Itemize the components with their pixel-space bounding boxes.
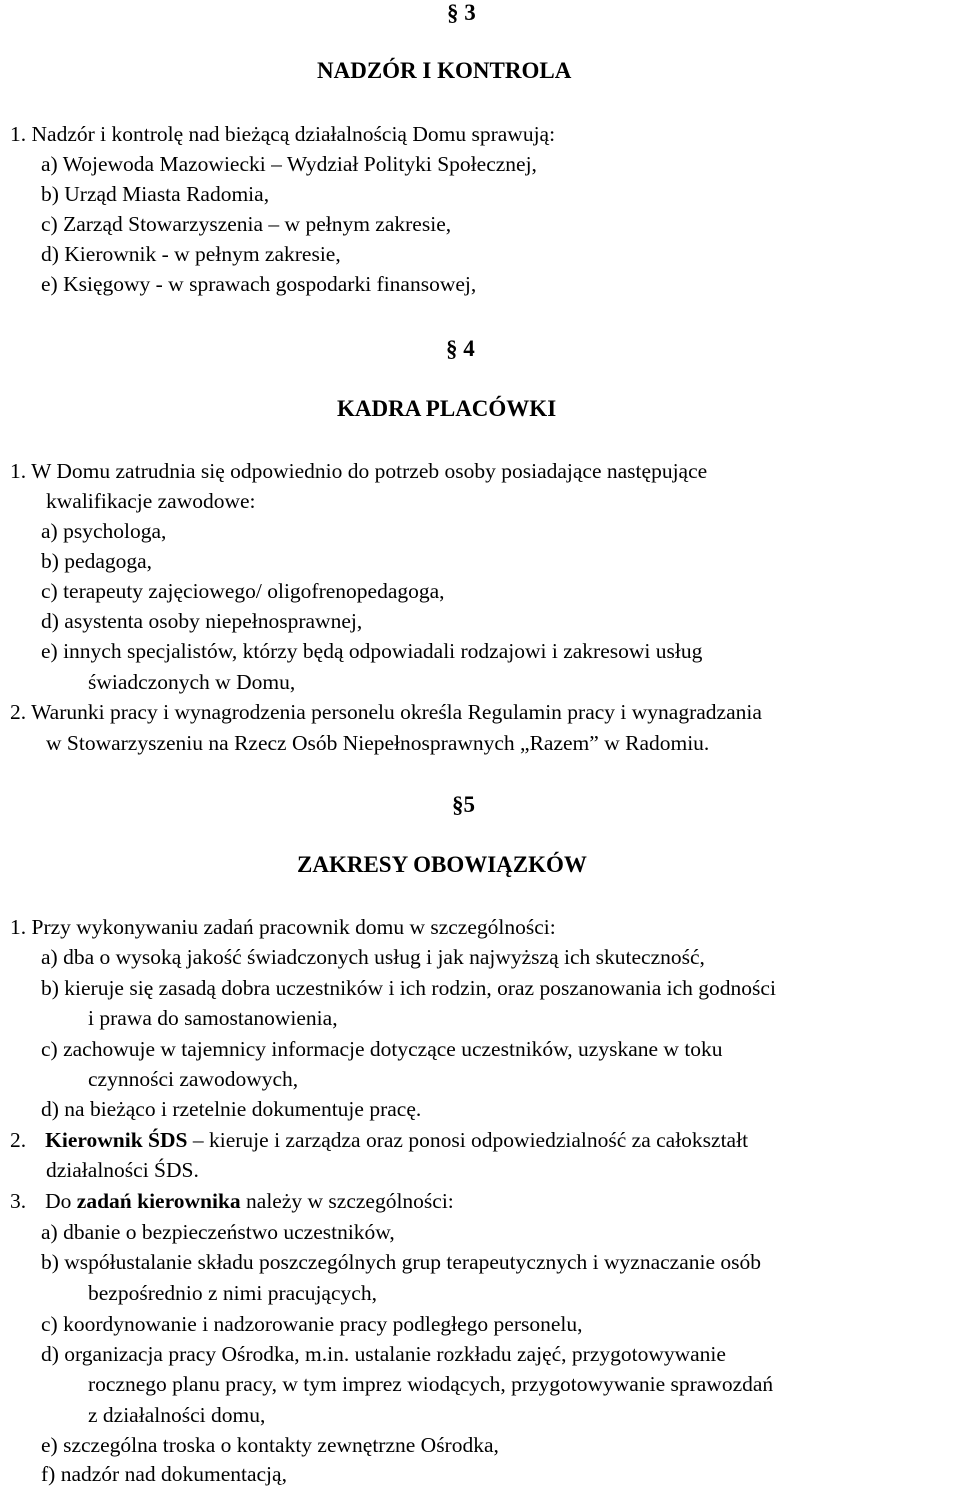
sec3-item-b: b) Urząd Miasta Radomia,	[41, 182, 270, 206]
sec5-item-d: d) na bieżąco i rzetelnie dokumentuje pracę.	[41, 1097, 422, 1121]
section-title-kadra: KADRA PLACÓWKI	[337, 396, 557, 421]
section-number-4: § 4	[446, 336, 475, 361]
sec4-item-c: c) terapeuty zajęciowego/ oligofrenopedagoga,	[41, 579, 445, 603]
sec5-item-c-line2: czynności zawodowych,	[88, 1067, 299, 1091]
sec4-paragraph-1-line1: 1. W Domu zatrudnia się odpowiednio do potrzeb osoby posiadające następujące	[10, 459, 708, 483]
sec5-paragraph-1: 1. Przy wykonywaniu zadań pracownik domu w szczególności:	[10, 915, 556, 939]
sec4-item-a: a) psychologa,	[41, 519, 167, 543]
paragraph-2-number: 2.	[10, 1128, 27, 1152]
sec4-paragraph-2-line2: w Stowarzyszeniu na Rzecz Osób Niepełnosprawnych „Razem” w Radomiu.	[46, 731, 710, 755]
section-title-zakresy: ZAKRESY OBOWIĄZKÓW	[297, 852, 587, 877]
zadan-kierownika-label: zadań kierownika	[76, 1189, 241, 1213]
paragraph-3-prefix: Do	[45, 1189, 77, 1213]
sec3-item-d: d) Kierownik - w pełnym zakresie,	[41, 242, 341, 266]
sec3-item-c: c) Zarząd Stowarzyszenia – w pełnym zakresie,	[41, 212, 452, 236]
sec5-item-b-line1: b) kieruje się zasadą dobra uczestników i ich rodzin, oraz poszanowania ich godności	[41, 976, 776, 1000]
kierownik-item-e: e) szczególna troska o kontakty zewnętrzne Ośrodka,	[41, 1433, 499, 1457]
sec5-item-b-line2: i prawa do samostanowienia,	[88, 1006, 338, 1030]
sec5-paragraph-3	[10, 1187, 454, 1215]
section-title-nadzor: NADZÓR I KONTROLA	[317, 58, 572, 83]
section-number-5: §5	[452, 792, 475, 817]
paragraph-3-text: należy w szczególności:	[240, 1189, 454, 1213]
sec3-paragraph-1: 1. Nadzór i kontrolę nad bieżącą działalnością Domu sprawują:	[10, 122, 556, 146]
sec4-item-e-line2: świadczonych w Domu,	[88, 670, 296, 694]
kierownik-item-d-line1: d) organizacja pracy Ośrodka, m.in. ustalanie rozkładu zajęć, przygotowywanie	[41, 1342, 726, 1366]
section-number-3: § 3	[447, 0, 476, 25]
kierownik-item-a: a) dbanie o bezpieczeństwo uczestników,	[41, 1220, 395, 1244]
sec4-item-e-line1: e) innych specjalistów, którzy będą odpowiadali rodzajowi i zakresowi usług	[41, 639, 703, 663]
kierownik-item-b-line2: bezpośrednio z nimi pracujących,	[88, 1281, 377, 1305]
sec3-item-e: e) Księgowy - w sprawach gospodarki finansowej,	[41, 272, 477, 296]
kierownik-sds-label: Kierownik ŚDS	[45, 1128, 188, 1152]
sec5-paragraph-2-line1	[10, 1126, 748, 1154]
sec5-item-c-line1: c) zachowuje w tajemnicy informacje dotyczące uczestników, uzyskane w toku	[41, 1037, 723, 1061]
paragraph-2-text: – kieruje i zarządza oraz ponosi odpowiedzialność za całokształt	[187, 1128, 749, 1152]
kierownik-item-c: c) koordynowanie i nadzorowanie pracy podległego personelu,	[41, 1312, 583, 1336]
sec4-item-d: d) asystenta osoby niepełnosprawnej,	[41, 609, 363, 633]
sec3-item-a: a) Wojewoda Mazowiecki – Wydział Polityki Społecznej,	[41, 152, 537, 176]
paragraph-3-number: 3.	[10, 1189, 27, 1213]
kierownik-item-b-line1: b) współustalanie składu poszczególnych grup terapeutycznych i wyznaczanie osób	[41, 1250, 761, 1274]
kierownik-item-d-line3: z działalności domu,	[88, 1403, 266, 1427]
sec4-paragraph-2-line1: 2. Warunki pracy i wynagrodzenia personelu określa Regulamin pracy i wynagradzania	[10, 700, 762, 724]
sec4-paragraph-1-line2: kwalifikacje zawodowe:	[46, 489, 256, 513]
sec4-item-b: b) pedagoga,	[41, 549, 153, 573]
kierownik-item-d-line2: rocznego planu pracy, w tym imprez wiodących, przygotowywanie sprawozdań	[88, 1372, 774, 1396]
sec5-item-a: a) dba o wysoką jakość świadczonych usług i jak najwyższą ich skuteczność,	[41, 945, 705, 969]
kierownik-item-f: f) nadzór nad dokumentacją,	[41, 1462, 287, 1486]
sec5-paragraph-2-line2: działalności ŚDS.	[46, 1158, 199, 1182]
